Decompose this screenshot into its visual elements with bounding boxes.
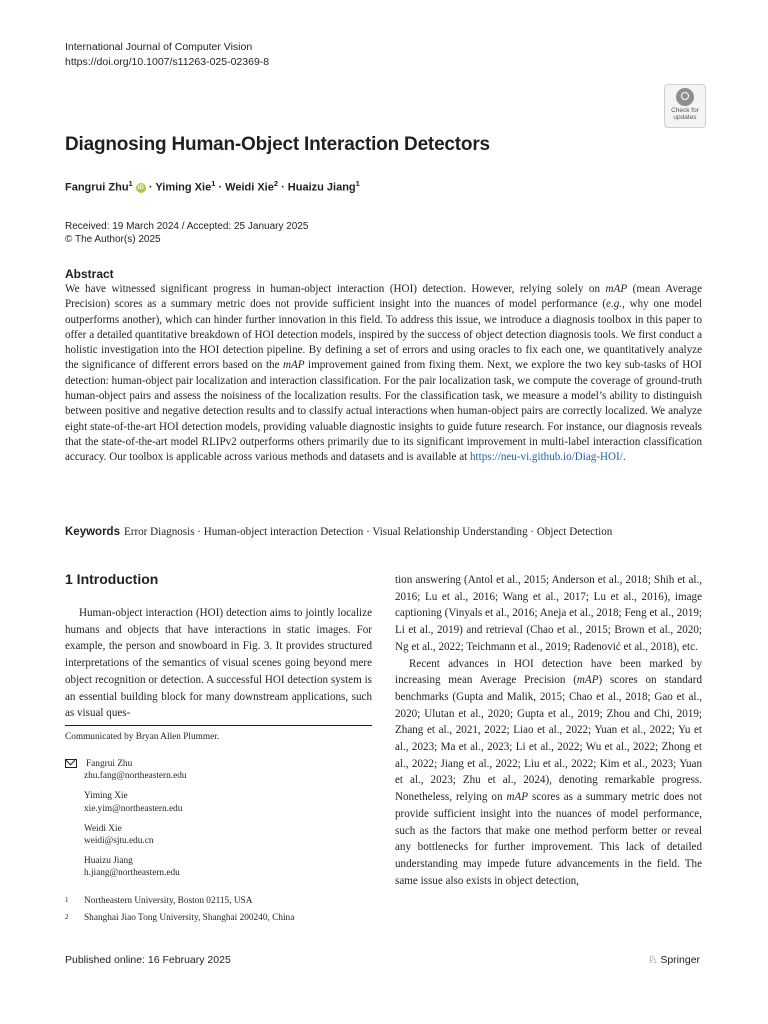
publisher-name: Springer <box>660 954 701 966</box>
abstract-part: improvement gained from fixing them. Next, we explore the two key sub-tasks of HOI detection: human-object pair localization and interaction classification. For the pair localization task, we compute the coverage of ground-truth human-object pairs and assess the noisiness of the localization results. For the classification task, we measure a model’s ability to distinguish between positive and negative detection results and to classify actual interactions when human-object pairs are correctly localized. We analyze eight state-of-the-art HOI detection models, providing valuable diagnostic insights to guide future research. For instance, our diagnosis reveals that the state-of-the-art model RLIPv2 outperforms others primarily due to its significant improvement in multi-label interaction classification accuracy. Our toolbox is applicable across various methods and datasets and is available at <box>65 359 702 464</box>
doi-link[interactable]: https://doi.org/10.1007/s11263-025-02369-8 <box>65 56 270 68</box>
author-name[interactable]: Yiming Xie <box>155 181 212 194</box>
author-affil: 1 <box>355 179 360 188</box>
footnote-separator <box>65 725 372 726</box>
intro-paragraph: tion answering (Antol et al., 2015; Anderson et al., 2018; Shih et al., 2016; Lu et al., 2016; Wang et al., 2017; Lu et al., 2016), image captioning (Vinyals et al., 2016; Aneja et al., 2018; Feng et al., 2019; Li et al., 2019) and retrieval (Chao et al., 2015; Brown et al., 2020; Ng et al., 2022; Teichmann et al., 2019; Radenović et al., 2018), etc. <box>395 574 702 653</box>
check-updates-line2: updates <box>673 114 697 121</box>
intro-paragraph: Human-object interaction (HOI) detection aims to jointly localize humans and objects that have interactions in static images. For example, the person and snowboard in Fig. 3. It provides structured interpretations of the semantics of visual scenes going beyond mere object recognition or detection. A successful HOI detection system is an essential building block for many downstream applications, such as visual ques- <box>65 607 372 720</box>
orcid-icon[interactable]: iD <box>137 184 144 191</box>
text-part: Recent advances in HOI detection have been marked by increasing mean Average Precision ( <box>395 657 702 687</box>
check-for-updates-badge[interactable] <box>664 84 706 128</box>
keywords-text: Error Diagnosis · Human-object interaction Detection · Visual Relationship Understanding · Object Detection <box>123 526 613 538</box>
contact-email[interactable]: zhu.fang@northeastern.edu <box>84 771 187 782</box>
contact-email[interactable]: xie.yim@northeastern.edu <box>84 803 183 814</box>
affiliation-number: 2 <box>65 913 69 921</box>
abstract-text <box>65 282 702 466</box>
copyright: © The Author(s) 2025 <box>65 234 161 245</box>
publisher-logo <box>648 954 700 966</box>
author-name[interactable]: Fangrui Zhu <box>65 181 129 194</box>
intro-paragraph-2 <box>395 656 702 890</box>
author-contacts <box>65 758 187 880</box>
paper-title: Diagnosing Human-Object Interaction Detectors <box>65 134 490 155</box>
math-map: mAP <box>282 359 305 372</box>
abstract-heading: Abstract <box>65 267 114 281</box>
toolbox-link[interactable]: https://neu-vi.github.io/Diag-HOI/ <box>470 451 623 464</box>
affiliation-number: 1 <box>65 896 69 904</box>
journal-name: International Journal of Computer Vision <box>65 41 253 53</box>
affiliation-text: Shanghai Jiao Tong University, Shanghai 200240, China <box>84 913 295 923</box>
author-name[interactable]: Huaizu Jiang <box>287 181 356 194</box>
text-part: scores as a summary metric does not provide sufficient insight into the nuances of model performance, such as the factors that make one method perform better or reveal any bottlenecks for further improvement. This lack of detailed understanding may impede future advancements in the field. The same issue also exists in object detection, <box>395 791 702 887</box>
author-list <box>65 179 360 194</box>
math-map: mAP <box>605 283 628 295</box>
abstract-part: , why one model outperforms another), which can hinder further innovation in this field. To address this issue, we introduce a diagnosis toolbox in this paper to offer a detailed quantitative breakdown of HOI detection models, inspired by the success of object detection diagnosis tools. We first conduct a holistic investigation into the HOI detection pipeline. By defining a set of errors and using oracles to fix each one, we quantitatively analyze the significance of different errors based on the <box>65 298 702 372</box>
keywords <box>65 526 715 538</box>
communicated-by: Communicated by Bryan Allen Plummer. <box>65 732 220 742</box>
author-name[interactable]: Weidi Xie <box>225 181 274 194</box>
journal-header <box>65 40 269 70</box>
check-updates-line1: Check for <box>671 107 699 114</box>
contact-name: Fangrui Zhu <box>86 759 133 769</box>
contact-email[interactable]: h.jiang@northeastern.edu <box>84 868 180 879</box>
abstract-part: . <box>622 451 626 464</box>
contact-entry <box>84 823 187 847</box>
author-affil: 2 <box>273 179 279 188</box>
contact-name: Yiming Xie <box>84 791 128 802</box>
abstract-eg: e.g. <box>606 298 623 311</box>
abstract-part: We have witnessed significant progress in human-object interaction (HOI) detection. However, relying solely on <box>65 283 606 295</box>
envelope-icon <box>65 759 77 768</box>
author-separator: · <box>145 181 156 194</box>
author-affil: 1 <box>211 179 216 188</box>
keywords-label: Keywords <box>65 526 120 538</box>
check-updates-icon <box>676 88 694 106</box>
dates-block <box>65 220 309 246</box>
contact-email[interactable]: weidi@sjtu.edu.cn <box>84 836 154 847</box>
author-affil: 1 <box>128 179 133 188</box>
affiliation-2 <box>65 913 294 923</box>
springer-horse-icon: ♘ <box>648 954 658 966</box>
author-separator: · <box>215 181 226 194</box>
abstract-part: (mean Average Precision) scores as a summary metric does not provide sufficient insight into the nuances of model performance ( <box>65 283 703 311</box>
math-map: mAP <box>506 791 529 804</box>
affiliation-1 <box>65 896 252 906</box>
contact-name: Huaizu Jiang <box>84 856 133 867</box>
contact-name: Weidi Xie <box>84 823 122 834</box>
contact-entry <box>84 790 187 814</box>
received-accepted: Received: 19 March 2024 / Accepted: 25 January 2025 <box>65 221 309 232</box>
section-heading-introduction: 1 Introduction <box>65 571 159 587</box>
author-separator: · <box>278 181 288 194</box>
contact-entry <box>84 855 187 879</box>
affiliation-text: Northeastern University, Boston 02115, USA <box>84 896 253 906</box>
left-column-text <box>65 605 372 722</box>
contact-entry <box>65 758 187 782</box>
math-map: mAP <box>576 674 599 687</box>
text-part: ) scores on standard benchmarks (Gupta and Malik, 2015; Chao et al., 2018; Gao et al., 2020; Ulutan et al., 2020; Gupta et al., 2019; Zhou and Chi, 2019; Zhang et al., 2021, 2022; Liao et al., 2022; Yuan et al., 2022; Yu et al., 2023; Ma et al., 2023; Li et al., 2022; Wu et al., 2022; Zhong et al., 2022; Jiang et al., 2022; Liu et al., 2022; Kim et al., 2023; Yuan et al., 2023; Zhu et al., 2024), denoting remarkable progress. Nonetheless, relying on <box>395 674 702 804</box>
right-column-text <box>395 572 702 889</box>
published-online: Published online: 16 February 2025 <box>65 954 231 966</box>
